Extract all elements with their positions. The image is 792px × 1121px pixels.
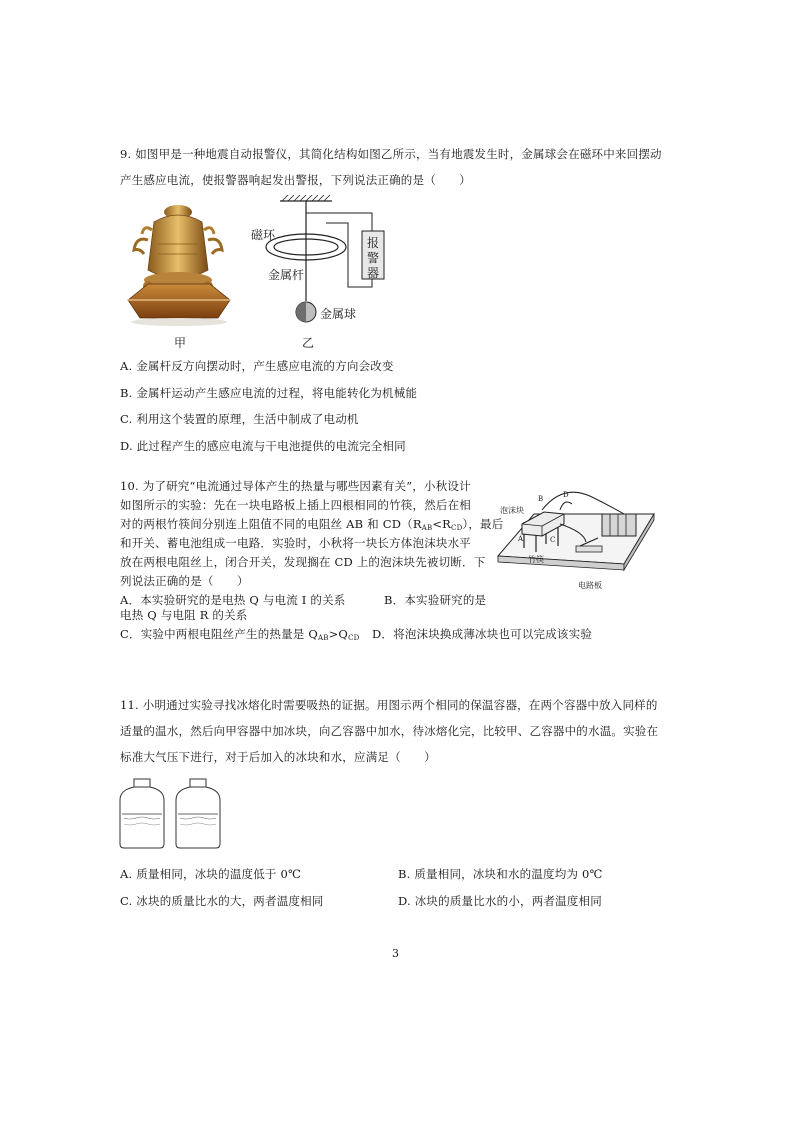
container-yi xyxy=(176,779,220,848)
q10-option-b: B．本实验研究的是 xyxy=(384,593,487,607)
page-number: 3 xyxy=(392,947,399,960)
q9-stem-line1: 9. 如图甲是一种地震自动报警仪，其简化结构如图乙所示，当有地震发生时，金属球会在磁环中来回摆动 xyxy=(120,147,662,161)
label-alarm: 报警器 xyxy=(367,236,380,280)
q10-stem-line5: 放在两根电阻丝上，闭合开关，发现搁在 CD 上的泡沫块先被切断．下 xyxy=(120,555,486,569)
q11-stem-line1: 11. 小明通过实验寻找冰熔化时需要吸热的证据。用图示两个相同的保温容器，在两个容器中放入同样的 xyxy=(120,698,658,712)
q11-stem-line2: 适量的温水，然后向甲容器中加冰块，向乙容器中加水，待冰熔化完，比较甲、乙容器中的水温。实验在 xyxy=(120,724,659,738)
label-point-a: A xyxy=(518,535,524,543)
figure-yi-caption: 乙 xyxy=(302,336,315,350)
label-chopstick: 竹筷 xyxy=(528,555,544,564)
q10-option-d: D．将泡沫块换成薄冰块也可以完成该实验 xyxy=(372,627,593,641)
q10-option-b-cont: 电热 Q 与电阻 R 的关系 xyxy=(120,608,248,622)
q11-option-a: A. 质量相同，冰块的温度低于 0℃ xyxy=(120,867,302,881)
label-point-d: D xyxy=(563,491,569,499)
q10-option-a: A．本实验研究的是电热 Q 与电流 I 的关系 xyxy=(120,593,346,607)
label-foam-block: 泡沫块 xyxy=(500,506,524,515)
q10-stem-line6: 列说法正确的是（ ） xyxy=(120,574,249,588)
q9-stem-line2: 产生感应电流，使报警器响起发出警报，下列说法正确的是（ ） xyxy=(120,173,471,187)
label-point-c: C xyxy=(550,536,556,544)
label-metal-rod: 金属杆 xyxy=(268,268,305,282)
q9-option-d: D. 此过程产生的感应电流与干电池提供的电流完全相同 xyxy=(120,439,406,453)
q10-stem-line1: 10. 为了研究“电流通过导体产生的热量与哪些因素有关”，小秋设计 xyxy=(120,479,471,493)
q11-stem-line3: 标准大气压下进行，对于后加入的冰块和水，应满足（ ） xyxy=(120,750,436,764)
label-metal-ball: 金属球 xyxy=(320,307,357,321)
insulated-containers-figure xyxy=(118,778,238,850)
q9-option-b: B. 金属杆运动产生感应电流的过程，将电能转化为机械能 xyxy=(120,386,418,400)
label-magnetic-ring: 磁环 xyxy=(251,228,276,242)
q10-stem-line4: 和开关、蓄电池组成一电路．实验时，小秋将一块长方体泡沫块水平 xyxy=(120,536,471,550)
label-circuit-board: 电路板 xyxy=(578,581,602,590)
q11-option-d: D. 冰块的质量比水的小，两者温度相同 xyxy=(398,894,602,908)
q11-option-c: C. 冰块的质量比水的大，两者温度相同 xyxy=(120,894,324,908)
q10-stem-line2: 如图所示的实验：先在一块电路板上插上四根相同的竹筷，然后在相 xyxy=(120,498,471,512)
figure-jia-caption: 甲 xyxy=(174,336,187,350)
label-point-b: B xyxy=(538,495,544,503)
seismograph-image xyxy=(118,200,240,330)
q10-option-c: C．实验中两根电阻丝产生的热量是 $Q_{AB}>Q_{CD}$ xyxy=(120,627,360,642)
q9-option-c: C. 利用这个装置的原理，生活中制成了电动机 xyxy=(120,412,359,426)
q9-option-a: A. 金属杆反方向摆动时，产生感应电流的方向会改变 xyxy=(120,359,394,373)
q10-stem-line3: 对的两根竹筷间分别连上阻值不同的电阻丝 AB 和 $CD(R_{AB}<R_{CD})$，最后 xyxy=(120,517,504,532)
container-jia xyxy=(120,779,164,848)
q11-option-b: B. 质量相同，冰块和水的温度均为 0℃ xyxy=(398,867,603,881)
